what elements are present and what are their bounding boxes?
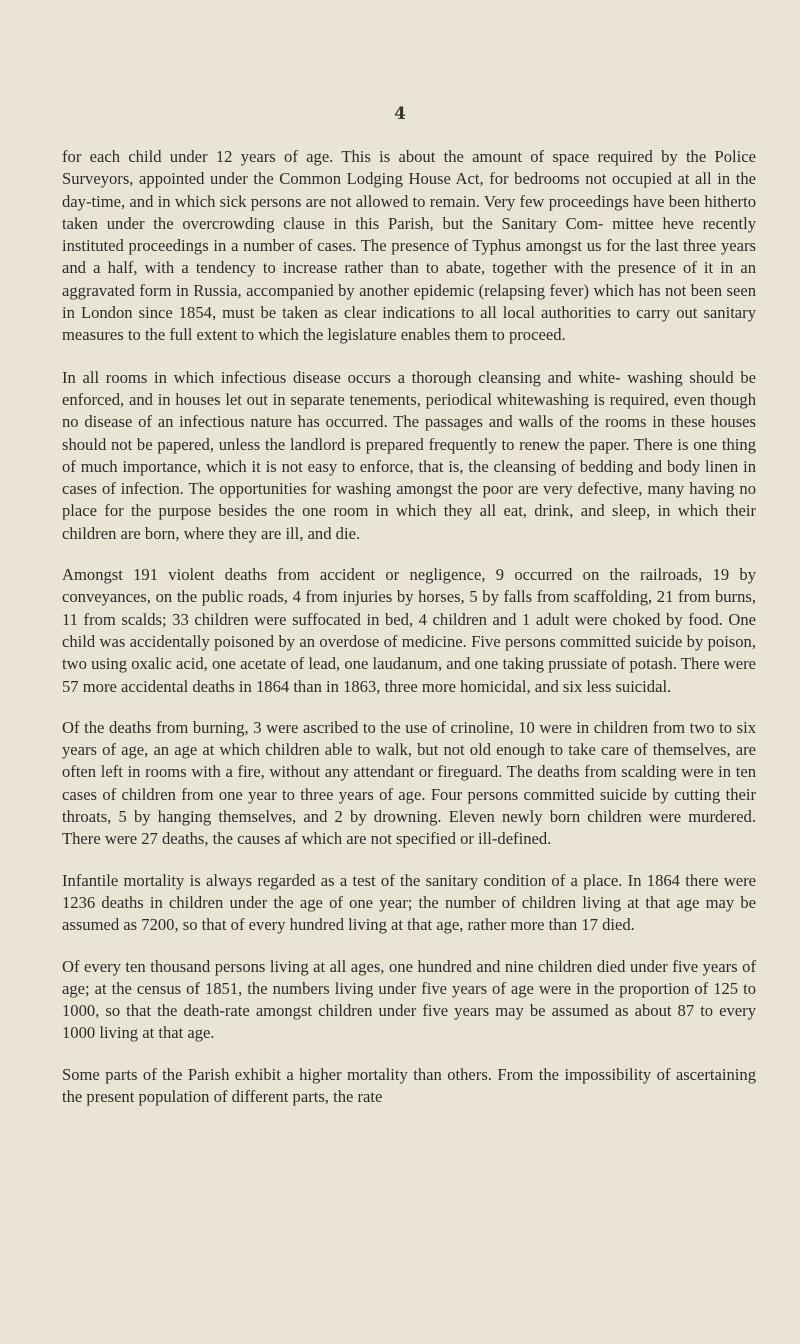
- paragraph-5: Infantile mortality is always regarded as a test of the sanitary condition of a place. In 1864 there were 1236 deaths in children under the age of one year; the number of children living at that age may be assumed as 7200, so that of every hundred living at that age, rather more than 17 died.: [62, 870, 756, 935]
- paragraph-4: Of the deaths from burning, 3 were ascribed to the use of crinoline, 10 were in children from two to six years of age, an age at which children able to walk, but not old enough to take care of themselves, are often left in rooms with a fire, without any attendant or fireguard. The deaths from scalding were in ten cases of children from one year to three years of age. Four persons committed suicide by cutting their throats, 5 by hanging themselves, and 2 by drowning. Eleven newly born children were murdered. There were 27 deaths, the causes af which are not specified or ill-defined.: [62, 717, 756, 849]
- paragraph-3: Amongst 191 violent deaths from accident or negligence, 9 occurred on the railroads, 19 by conveyances, on the public roads, 4 from injuries by horses, 5 by falls from scaffolding, 21 from burns, 11 from scalds; 33 children were suffocated in bed, 4 children and 1 adult were choked by food. One child was accidentally poisoned by an overdose of medicine. Five persons committed suicide by poison, two using oxalic acid, one acetate of lead, one laudanum, and one taking prussiate of potash. There were 57 more accidental deaths in 1864 than in 1863, three more homicidal, and six less suicidal.: [62, 565, 756, 696]
- body-text: [62, 146, 756, 1127]
- page-number: 4: [394, 104, 406, 124]
- paragraph-6: Of every ten thousand persons living at all ages, one hundred and nine children died under five years of age; at the census of 1851, the numbers living under five years of age were in the proportion of 125 to 1000, so that the death-rate amongst children under five years may be assumed as about 87 to every 1000 living at that age.: [62, 956, 756, 1043]
- paragraph-2: In all rooms in which infectious disease occurs a thorough cleansing and white- washing should be enforced, and in houses let out in separate tenements, periodical whitewashing is required, even though no disease of an infectious nature has occurred. The passages and walls of the rooms in these houses should not be papered, unless the landlord is prepared frequently to renew the paper. There is one thing of much importance, which it is not easy to enforce, that is, the cleansing of bedding and body linen in cases of infection. The opportunities for washing amongst the poor are very defective, many having no place for the purpose besides the one room in which they all eat, drink, and sleep, in which their children are born, where they are ill, and die.: [62, 367, 756, 543]
- paragraph-7: Some parts of the Parish exhibit a higher mortality than others. From the impossibility of ascertaining the present population of different parts, the rate: [62, 1064, 756, 1106]
- paragraph-1: for each child under 12 years of age. This is about the amount of space required by the Police Surveyors, appointed under the Common Lodging House Act, for bedrooms not occupied at all in the day-time, and in which sick persons are not allowed to remain. Very few proceedings have been hitherto taken under the overcrowding clause in this Parish, but the Sanitary Com- mittee heve recently instituted proceedings in a number of cases. The presence of Typhus amongst us for the last three years and a half, with a tendency to increase rather than to abate, together with the presence of it in an aggravated form in Russia, accompanied by another epidemic (relapsing fever) which has not been seen in London since 1854, must be taken as clear indications to all local authorities to carry out sanitary measures to the full extent to which the legislature enables them to proceed.: [62, 147, 756, 345]
